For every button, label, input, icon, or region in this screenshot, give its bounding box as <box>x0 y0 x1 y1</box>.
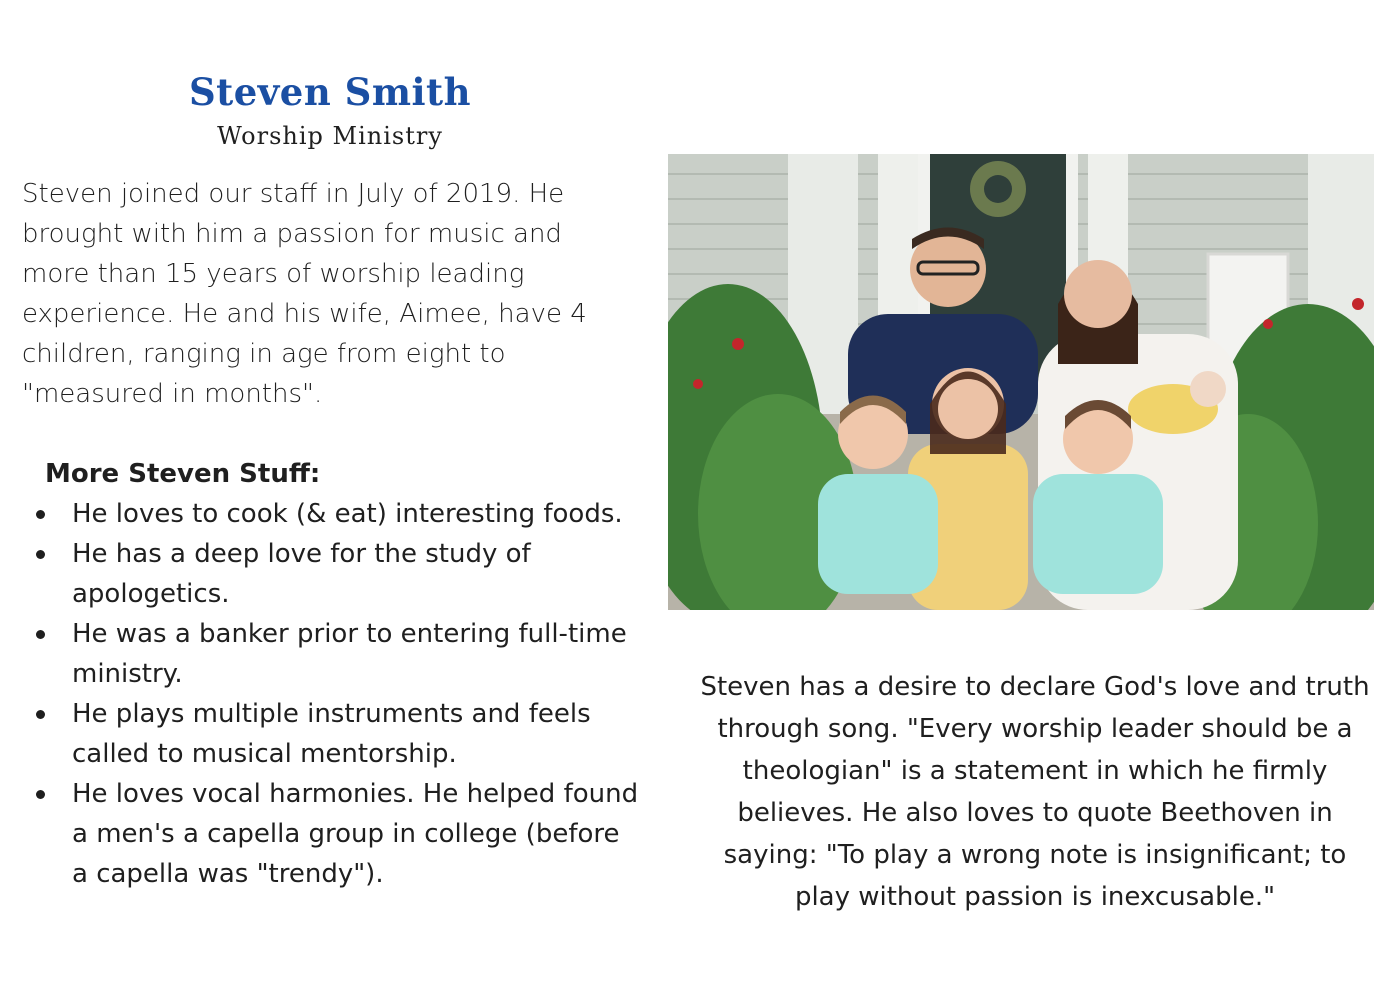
intro-paragraph: Steven joined our staff in July of 2019. He brought with him a passion for music and more than 15 years of worship leading experience. He and his wife, Aimee, have 4 children, ranging in age from eight to "measured in months". <box>22 179 587 409</box>
fact-text: He loves vocal harmonies. He helped found a men's a capella group in college (before a capella was "trendy"). <box>72 779 639 889</box>
bullet-icon <box>36 510 45 519</box>
list-item <box>22 614 642 694</box>
list-item <box>22 494 642 534</box>
bullet-icon <box>36 550 45 559</box>
bullet-icon <box>36 630 45 639</box>
more-stuff-heading: More Steven Stuff: <box>45 459 321 489</box>
fact-text: He loves to cook (& eat) interesting foods. <box>72 499 623 529</box>
quote-paragraph: Steven has a desire to declare God's love and truth through song. "Every worship leader should be a theologian" is a statement in which he firmly believes. He also loves to quote Beethoven in saying: "To play a wrong note is insignificant; to play without passion is inexcusable." <box>700 672 1370 912</box>
fact-text: He plays multiple instruments and feels called to musical mentorship. <box>72 699 591 769</box>
list-item <box>22 534 642 614</box>
page-title: Steven Smith <box>188 70 472 114</box>
list-item <box>22 774 642 894</box>
list-item <box>22 694 642 774</box>
bullet-icon <box>36 710 45 719</box>
family-photo-illustration <box>668 154 1374 610</box>
role-subtitle: Worship Ministry <box>217 122 443 150</box>
family-photo <box>668 154 1374 610</box>
bullet-icon <box>36 790 45 799</box>
fact-text: He was a banker prior to entering full-time ministry. <box>72 619 627 689</box>
fact-text: He has a deep love for the study of apologetics. <box>72 539 531 609</box>
facts-list <box>22 494 642 894</box>
